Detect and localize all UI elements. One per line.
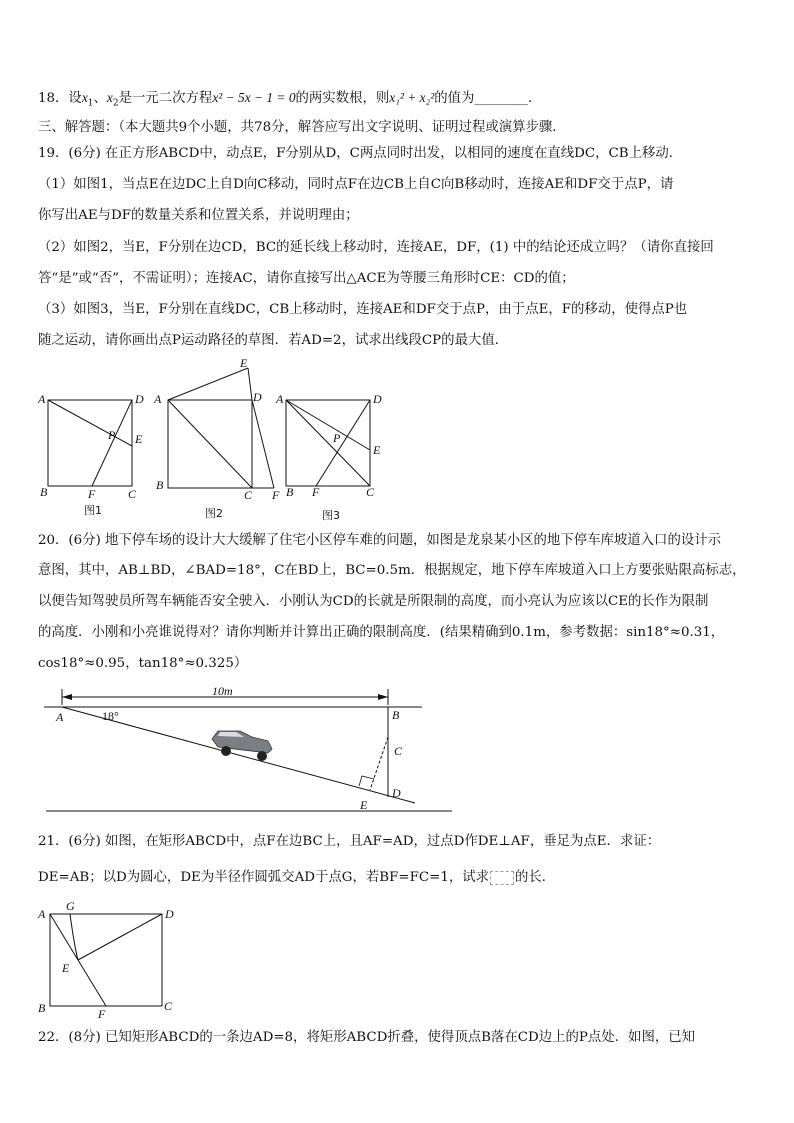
caption-fig1: 图1: [84, 504, 102, 517]
segment-df: [316, 400, 370, 486]
label-p: P: [333, 431, 341, 445]
q19-line6: （3）如图3，当E，F分别在直线DC，CB上移动时，连接AE和DF交于点P，由于点E，F的移动，使得点P也: [38, 302, 688, 317]
q21-line2-end: 的长．: [515, 870, 556, 885]
q18-x2: x: [106, 90, 113, 105]
label-f: F: [98, 1007, 106, 1020]
q19-figure-1: [34, 390, 154, 520]
label-b: B: [38, 1001, 46, 1015]
label-10m: 10m: [212, 685, 233, 698]
rectangle-abcd: [50, 914, 162, 1006]
q18-line: [38, 88, 758, 114]
arrow-right-icon: [378, 694, 388, 700]
q21-line2: [38, 868, 758, 888]
q21-figure: [34, 900, 184, 1020]
segment-de: [78, 914, 162, 960]
q18-mid: 是一元二次方程: [118, 91, 213, 106]
diagonal-ac: [168, 400, 252, 488]
label-c: C: [128, 487, 137, 501]
label-a: A: [56, 710, 64, 724]
arrow-left-icon: [62, 694, 72, 700]
section3-heading: 三、解答题：（本大题共9个小题，共78分，解答应写出文字说明、证明过程或演算步骤．: [38, 120, 566, 135]
q19-line2: （1）如图1，当点E在边DC上自D向C移动，同时点F在边CB上自C向B移动时，连接AE和DF交于点P，请: [38, 177, 674, 192]
q20-line2: 意图，其中，AB⊥BD，∠BAD=18°，C在BD上，BC=0.5m．根据规定，地下停车库坡道入口上方要张贴限高标志，: [38, 563, 746, 578]
label-d: D: [373, 392, 382, 406]
q18-expr: x₁² + x₂²: [389, 90, 435, 105]
label-d: D: [253, 390, 262, 404]
label-c: C: [394, 744, 403, 758]
q18-sub1: 1: [87, 98, 94, 109]
q18-sub2: 2: [112, 98, 119, 109]
label-a: A: [38, 392, 46, 406]
q22-line1: 22．(8分) 已知矩形ABCD的一条边AD=8，将矩形ABCD折叠，使得顶点B落在CD边上的P点处．如图，已知: [38, 1030, 696, 1045]
q20-line3: 以便告知驾驶员所驾车辆能否安全驶入．小刚认为CD的长就是所限制的高度，而小亮认为应该以CE的长作为限制: [38, 594, 709, 609]
q18-suffix: 的值为________．: [434, 91, 542, 106]
q20-figure: [40, 685, 460, 815]
label-e: E: [373, 443, 381, 457]
q18-mid2: 的两实数根，则: [295, 91, 390, 106]
label-d: D: [135, 392, 144, 406]
label-c: C: [366, 485, 375, 499]
caption-fig2: 图2: [205, 507, 223, 520]
q18-sep: 、: [93, 91, 107, 106]
label-e: E: [240, 356, 248, 370]
label-c: C: [164, 999, 173, 1013]
q21-line1: 21．(6分) 如图，在矩形ABCD中，点F在边BC上，且AF=AD，过点D作DE⊥AF，垂足为点E．求证：: [38, 834, 661, 849]
label-b: B: [286, 485, 294, 499]
label-b: B: [392, 708, 400, 722]
q19-line5: 答“是”或“否”，不需证明）；连接AC，请你直接写出△ACE为等腰三角形时CE：CD的值；: [38, 271, 575, 286]
segment-ae: [168, 368, 248, 400]
label-f: F: [272, 488, 280, 502]
label-angle: 18°: [102, 709, 119, 723]
missing-glyph-box: [490, 871, 514, 885]
q19-figure-3: [272, 390, 392, 525]
label-f: F: [88, 487, 96, 501]
q18-x1: x: [81, 90, 88, 105]
car-icon: [212, 731, 272, 761]
q19-line3: 你写出AE与DF的数量关系和位置关系，并说明理由；: [38, 208, 359, 223]
label-e: E: [62, 961, 70, 975]
label-a: A: [154, 392, 162, 406]
q19-line1: 19．(6分) 在正方形ABCD中，动点E，F分别从D，C两点同时出发，以相同的速度在直线DC，CB上移动．: [38, 146, 683, 161]
q18-prefix: 18．设: [38, 91, 82, 106]
label-g: G: [66, 900, 75, 913]
label-e: E: [135, 432, 143, 446]
segment-df: [252, 400, 274, 488]
caption-fig3: 图3: [322, 509, 340, 522]
q20-line4: 的高度．小刚和小亮谁说得对？请你判断并计算出正确的限制高度．(结果精确到0.1m，参考数据：sin18°≈0.31，: [38, 625, 725, 640]
square-abcd: [48, 400, 132, 486]
label-a: A: [38, 907, 46, 921]
q20-line5: cos18°≈0.95，tan18°≈0.325）: [38, 656, 248, 671]
label-a: A: [276, 392, 284, 406]
ramp-line-ad: [62, 707, 415, 803]
label-p: P: [108, 428, 116, 442]
q21-line2-text: DE=AB；以D为圆心，DE为半径作圆弧交AD于点G，若BF=FC=1，试求: [38, 870, 490, 885]
label-c: C: [244, 488, 253, 502]
label-e: E: [360, 798, 368, 812]
segment-ce: [370, 737, 388, 790]
label-f: F: [312, 485, 320, 499]
segment-ae: [48, 400, 132, 446]
q18-equation: x² − 5x − 1 = 0: [212, 90, 296, 105]
q19-line7: 随之运动，请你画出点P运动路径的草图．若AD=2，试求出线段CP的最大值．: [38, 333, 509, 348]
label-d: D: [392, 786, 401, 800]
segment-ed: [248, 368, 252, 400]
q19-line4: （2）如图2，当E，F分别在边CD，BC的延长线上移动时，连接AE，DF，(1) 中的结论还成立吗？（请你直接回: [38, 240, 714, 255]
label-b: B: [156, 478, 164, 492]
label-d: D: [165, 907, 174, 921]
label-b: B: [40, 485, 48, 499]
q19-figure-2: [150, 355, 290, 525]
q20-line1: 20．(6分) 地下停车场的设计大大缓解了住宅小区停车难的问题，如图是龙泉某小区的地下停车库坡道入口的设计示: [38, 533, 722, 548]
